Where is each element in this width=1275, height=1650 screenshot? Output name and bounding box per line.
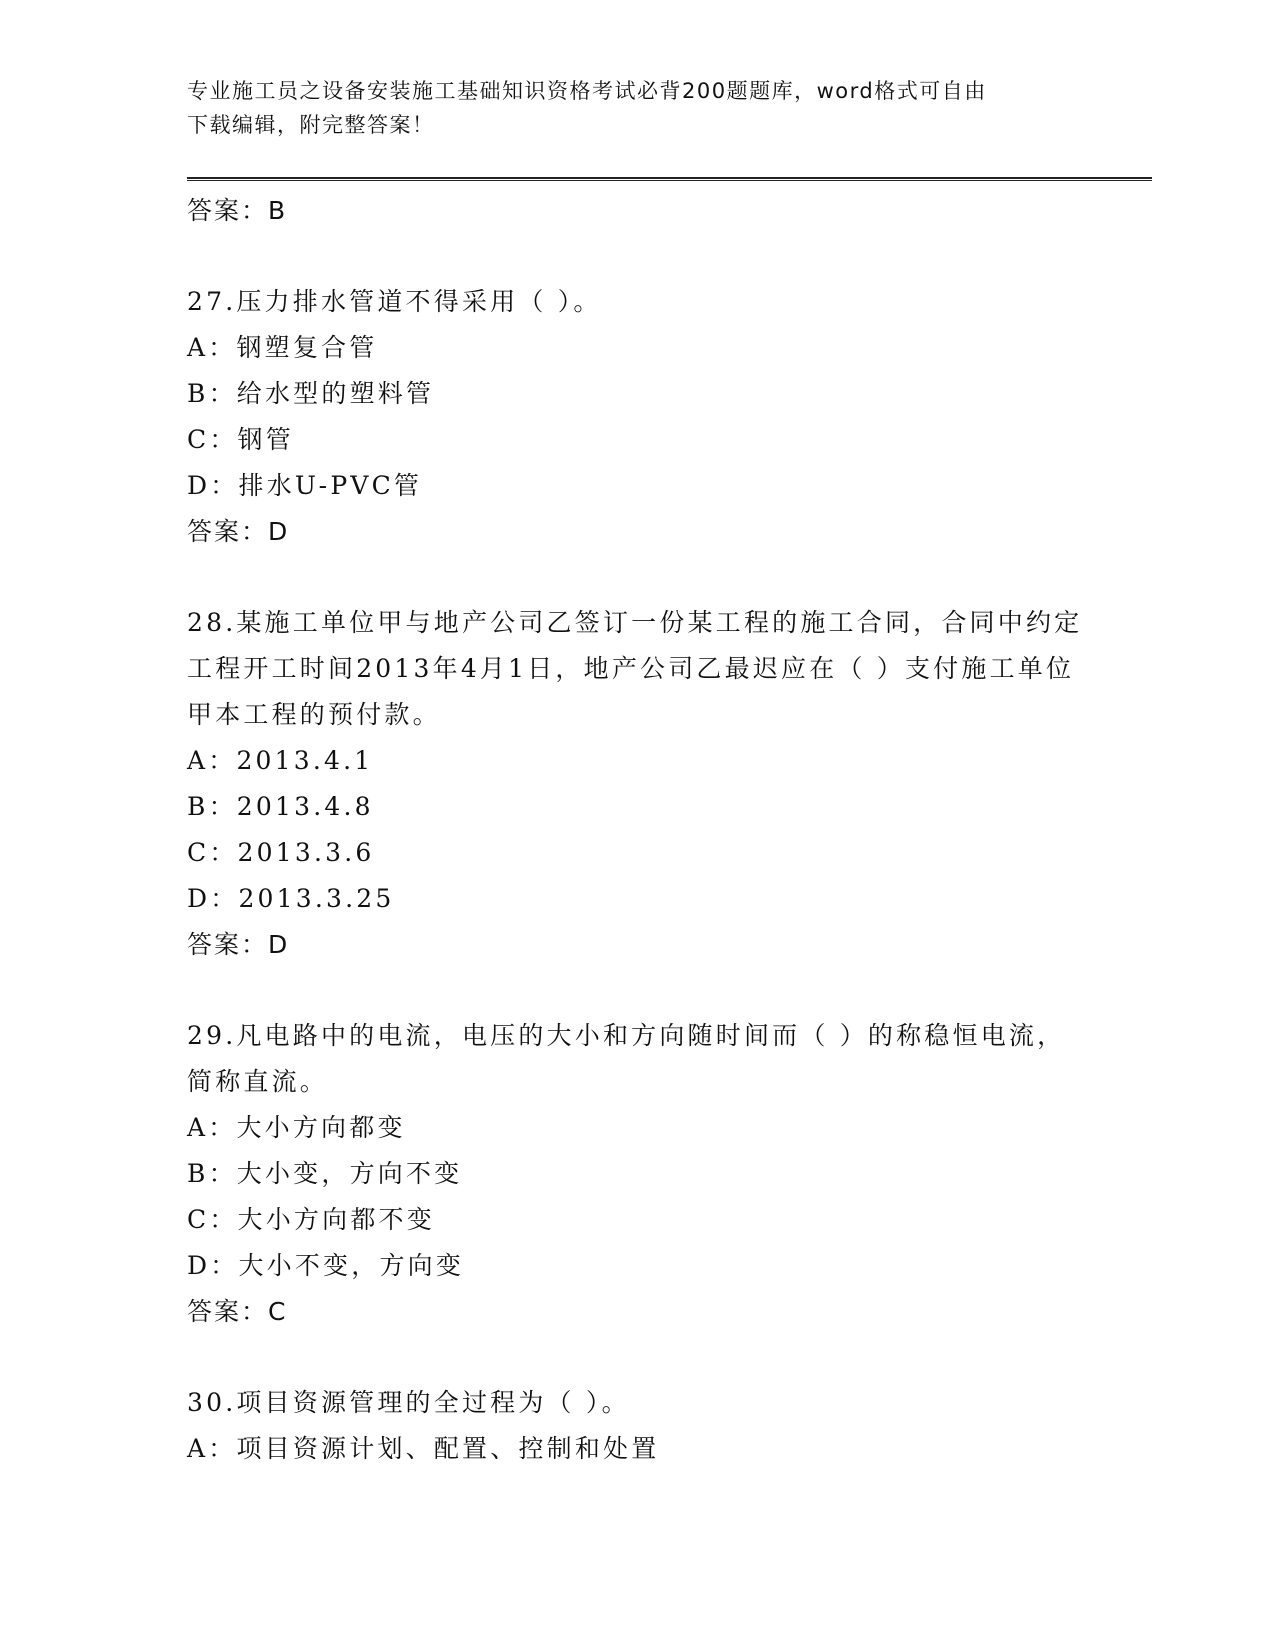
option-c: C：大小方向都不变 <box>187 1205 435 1234</box>
option-b: B：给水型的塑料管 <box>187 379 435 408</box>
answer: 答案：D <box>187 930 290 959</box>
option-a: A：2013.4.1 <box>187 746 374 775</box>
answer: 答案：C <box>187 1297 288 1326</box>
option-d: D：2013.3.25 <box>187 884 395 913</box>
option-a: A：项目资源计划、配置、控制和处置 <box>187 1434 660 1463</box>
question-28 <box>187 600 1087 968</box>
header-divider <box>187 177 1152 181</box>
option-d: D：排水U-PVC管 <box>187 471 423 500</box>
question-27 <box>187 279 1087 555</box>
question-text: 27.压力排水管道不得采用（ ）。 <box>187 287 602 316</box>
option-b: B：2013.4.8 <box>187 792 374 821</box>
answer: 答案：D <box>187 517 290 546</box>
option-c: C：钢管 <box>187 425 294 454</box>
header-title-line-1: 专业施工员之设备安装施工基础知识资格考试必背200题题库，word格式可自由 <box>187 79 987 103</box>
option-a: A：大小方向都变 <box>187 1113 406 1142</box>
question-list <box>187 188 1087 1472</box>
option-c: C：2013.3.6 <box>187 838 375 867</box>
header-title-line-2: 下载编辑，附完整答案！ <box>187 113 435 137</box>
option-d: D：大小不变，方向变 <box>187 1251 465 1280</box>
page-header <box>187 74 1067 142</box>
question-29 <box>187 1013 1087 1335</box>
option-b: B：大小变，方向不变 <box>187 1159 463 1188</box>
question-text: 30.项目资源管理的全过程为（ ）。 <box>187 1388 630 1417</box>
previous-answer: 答案：B <box>187 196 288 225</box>
question-text: 28.某施工单位甲与地产公司乙签订一份某工程的施工合同，合同中约定工程开工时间2013年4月1日，地产公司乙最迟应在（ ）支付施工单位甲本工程的预付款。 <box>187 608 1083 729</box>
question-text: 29.凡电路中的电流，电压的大小和方向随时间而（ ）的称稳恒电流，简称直流。 <box>187 1021 1066 1096</box>
option-a: A：钢塑复合管 <box>187 333 378 362</box>
question-30 <box>187 1380 1087 1472</box>
